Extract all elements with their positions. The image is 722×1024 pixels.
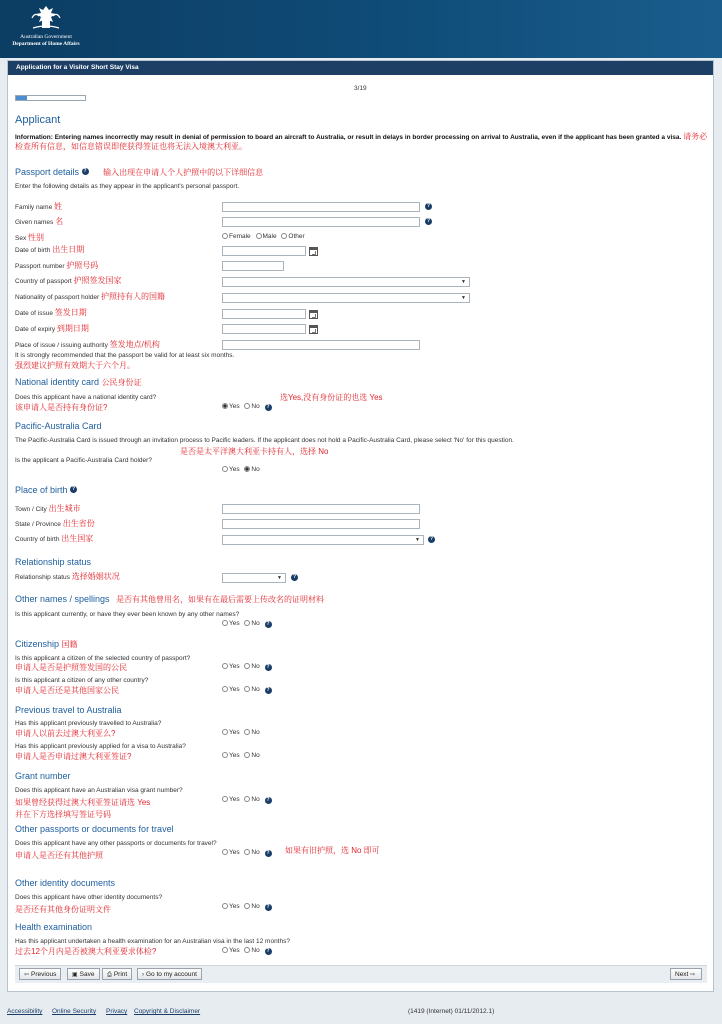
org-line1: Australian Government [20,34,72,40]
print-button-label: Print [113,971,128,978]
national-id-heading [15,377,142,388]
other-names-heading-cn: 是否有其他曾用名，如果有在最后需要上传改名的证明材料 [116,595,325,604]
pacific-card-no-label: No [251,466,260,473]
given-names-label-text: Given names [15,219,54,226]
health-heading: Health examination [15,922,93,932]
progress-bar [15,95,86,101]
dob-input[interactable] [222,246,306,256]
other-passports-question-cn: 申请人是否还有其他护照 [15,851,103,860]
radio-yes[interactable] [222,903,228,909]
validity-note-cn: 强烈建议护照有效期大于六个月。 [15,361,135,370]
citizenship-q1-yes[interactable] [222,663,240,670]
calendar-icon[interactable] [309,247,318,256]
government-logo [6,4,86,54]
chevron-right-icon: › [142,972,144,978]
country-of-birth-label-text: Country of birth [15,536,60,543]
previous-travel-q2-no[interactable] [244,752,259,759]
health-yes-label: Yes [229,947,240,954]
national-id-no[interactable] [244,403,259,410]
footer-online-security-link[interactable]: Online Security [52,1008,97,1015]
radio-no[interactable] [244,729,250,735]
national-id-radio-group [222,403,272,411]
print-button[interactable] [102,968,132,980]
sex-other-label: Other [288,233,305,240]
radio-yes[interactable] [222,466,228,472]
grant-number-question: Does this applicant have an Australian visa grant number? [15,787,183,794]
other-names-radio-group [222,620,272,628]
health-question-cn: 过去12个月内是否被澳大利亚要求体检? [15,947,157,956]
radio-yes[interactable] [222,620,228,626]
validity-note: It is strongly recommended that the passport be valid for at least six months. [15,352,235,359]
print-icon: ⎙ [107,972,112,978]
calendar-icon[interactable] [309,310,318,319]
previous-button-label: Previous [31,971,57,978]
pacific-card-tip-cn: 是否是太平洋澳大利亚卡持有人，选择 No [180,447,329,456]
sex-label-text: Sex [15,235,27,242]
next-button[interactable] [670,968,702,980]
citizenship-q1-radio-group [222,663,272,671]
page-counter: 3/19 [354,85,367,92]
nationality-select[interactable] [222,293,470,303]
place-of-issue-cn: 签发地点/机构 [109,340,160,349]
citizenship-q2-no[interactable] [244,686,259,693]
date-of-expiry-label-text: Date of expiry [15,326,56,333]
citizenship-q2-help-icon[interactable]: ? [266,687,270,693]
state-input[interactable] [222,519,420,529]
citizenship-q1: Is this applicant a citizen of the selected country of passport? [15,655,191,662]
other-names-no[interactable] [244,620,259,627]
date-of-issue-label [15,307,87,318]
previous-travel-q1-radio-group [222,729,263,736]
sex-option-female[interactable] [222,233,251,240]
other-names-help-icon[interactable]: ? [266,621,270,627]
state-label-text: State / Province [15,521,61,528]
other-identity-no-label: No [251,903,260,910]
pacific-card-yes-label: Yes [229,466,240,473]
passport-intro: Enter the following details as they appear in the applicant's personal passport. [15,183,240,190]
other-identity-question-cn: 是否还有其他身份证明文件 [15,905,111,914]
go-to-account-button[interactable] [137,968,202,980]
health-question: Has this applicant undertaken a health examination for an Australian visa in the last 12 months? [15,938,290,945]
national-id-question-cn: 该申请人是否持有身份证? [15,403,108,412]
calendar-icon[interactable] [309,325,318,334]
footer-accessibility-link[interactable]: Accessibility [7,1008,43,1015]
town-cn: 出生城市 [48,504,81,513]
other-names-heading [15,594,324,605]
pacific-card-heading: Pacific-Australia Card [15,421,102,431]
national-id-yes[interactable] [222,403,240,410]
previous-travel-q1-no[interactable] [244,729,259,736]
town-label [15,503,81,514]
nationality-cn: 护照持有人的国籍 [101,292,165,301]
footer-copyright-link[interactable]: Copyright & Disclaimer [134,1008,201,1015]
radio-no[interactable] [244,947,250,953]
relationship-label-text: Relationship status [15,574,70,581]
button-bar [15,965,707,983]
radio-yes[interactable] [222,752,228,758]
previous-travel-q1-no-label: No [251,729,260,736]
radio-yes[interactable] [222,686,228,692]
radio-no[interactable] [244,903,250,909]
other-names-yes[interactable] [222,620,240,627]
date-of-issue-cn: 签发日期 [54,308,87,317]
save-button[interactable] [67,968,100,980]
other-passports-tip-cn: 如果有旧护照，选 No 即可 [285,846,380,855]
progress-fill [16,96,27,100]
radio-yes[interactable] [222,729,228,735]
national-id-yes-label: Yes [229,403,240,410]
citizenship-heading-text: Citizenship [15,639,60,649]
passport-number-label-text: Passport number [15,263,65,270]
info-text [15,132,709,152]
state-cn: 出生省份 [62,519,95,528]
relationship-heading: Relationship status [15,557,92,567]
radio-no[interactable] [244,796,250,802]
pacific-card-no[interactable] [244,466,259,473]
other-identity-yes-label: Yes [229,903,240,910]
national-id-question: Does this applicant have a national identity card? [15,394,157,401]
town-label-text: Town / City [15,506,47,513]
previous-travel-q2-no-label: No [251,752,260,759]
relationship-help-icon[interactable]: ? [292,574,297,580]
date-of-expiry-label [15,323,89,334]
citizenship-q1-yes-label: Yes [229,663,240,670]
family-name-help-icon[interactable]: ? [426,203,431,209]
sex-radio-group [222,233,308,240]
radio-yes[interactable] [222,947,228,953]
health-yes[interactable] [222,947,240,954]
arrow-left-icon: ⇦ [24,972,30,978]
other-passports-yes[interactable] [222,849,240,856]
footer-privacy-link[interactable]: Privacy [106,1008,128,1015]
passport-heading-text: Passport details [15,167,80,177]
family-name-label-text: Family name [15,204,53,211]
footer-version: (1419 (Internet) 01/11/2012.1) [408,1008,495,1015]
citizenship-q1-cn: 申请人是否是护照签发国的公民 [15,663,127,672]
dob-label [15,244,84,255]
place-of-issue-label [15,339,160,350]
other-identity-heading: Other identity documents [15,878,116,888]
state-label [15,518,95,529]
country-of-birth-label [15,533,93,544]
radio-no[interactable] [244,849,250,855]
citizenship-q1-no[interactable] [244,663,259,670]
other-names-heading-text: Other names / spellings [15,594,110,604]
country-of-passport-cn: 护照签发国家 [73,276,122,285]
site-header [0,0,722,58]
previous-travel-q1: Has this applicant previously travelled to Australia? [15,720,162,727]
radio-yes[interactable] [222,849,228,855]
previous-travel-q2-yes[interactable] [222,752,240,759]
other-passports-no-label: No [251,849,260,856]
other-passports-question: Does this applicant have any other passports or documents for travel? [15,840,217,847]
info-text-body: Information: Entering names incorrectly may result in denial of permission to board an aircraft to Australia, or result in delays in border processing on arrival to Australia, even if the applicant has been granted a visa. [15,134,682,141]
citizenship-heading [15,639,78,650]
country-of-passport-label-text: Country of passport [15,278,72,285]
national-id-heading-cn: 公民身份证 [101,378,142,387]
sex-option-male[interactable] [256,233,277,240]
health-no-label: No [251,947,260,954]
other-names-yes-label: Yes [229,620,240,627]
other-identity-question: Does this applicant have other identity documents? [15,894,163,901]
sex-male-label: Male [262,233,277,240]
arrow-right-icon: ⇨ [690,972,696,978]
page-title: Applicant [15,114,61,126]
radio-no[interactable] [244,620,250,626]
pacific-card-info: The Pacific-Australia Card is issued through an invitation process to Pacific leaders. If the applicant does not hold a Pacific-Australia Card, please select 'No' for this question. [15,437,514,444]
sex-option-other[interactable] [281,233,304,240]
other-passports-no[interactable] [244,849,259,856]
citizenship-heading-cn: 国籍 [61,640,78,649]
info-text-cn: 请务必检查所有信息，如信息错误即使获得签证也将无法入境澳大利亚。 [15,132,708,151]
nationality-label-text: Nationality of passport holder [15,294,100,301]
given-names-input[interactable] [222,217,420,227]
other-identity-radio-group [222,903,272,911]
citizenship-q2-no-label: No [251,686,260,693]
application-form [7,60,714,992]
grant-number-cn2: 并在下方选择填写签证号码 [15,810,111,819]
health-no[interactable] [244,947,259,954]
other-identity-help-icon[interactable]: ? [266,904,270,910]
other-identity-no[interactable] [244,903,259,910]
date-of-expiry-input[interactable] [222,324,306,334]
family-name-cn: 姓 [54,202,63,211]
national-id-help-icon[interactable]: ? [266,404,270,410]
national-id-tip-cn: 选Yes,没有身份证的也选 Yes [280,393,383,402]
date-of-issue-label-text: Date of issue [15,310,53,317]
country-of-passport-label [15,275,122,286]
nationality-label [15,291,165,302]
chevron-down-icon: ▼ [415,537,420,543]
org-line2: Department of Home Affairs [12,41,80,47]
pacific-card-radio-group [222,466,263,473]
dob-label-text: Date of birth [15,247,51,254]
coat-of-arms-icon [29,4,63,32]
previous-travel-q1-yes[interactable] [222,729,240,736]
relationship-select[interactable] [222,573,286,583]
citizenship-q1-help-icon[interactable]: ? [266,664,270,670]
radio-female[interactable] [222,233,228,239]
save-icon: ▣ [72,972,78,978]
previous-travel-q1-yes-label: Yes [229,729,240,736]
country-of-birth-cn: 出生国家 [61,534,94,543]
health-help-icon[interactable]: ? [266,948,270,954]
radio-no[interactable] [244,686,250,692]
other-passports-help-icon[interactable]: ? [266,850,270,856]
place-of-birth-heading [15,485,77,495]
sex-label [15,232,44,243]
radio-no[interactable] [244,403,250,409]
sex-cn: 性别 [28,233,45,242]
radio-male[interactable] [256,233,262,239]
radio-yes[interactable] [222,403,228,409]
national-id-heading-text: National identity card [15,377,100,387]
citizenship-q2: Is this applicant a citizen of any other country? [15,677,149,684]
passport-number-label [15,260,98,271]
radio-no[interactable] [244,663,250,669]
passport-number-cn: 护照号码 [66,261,99,270]
radio-no[interactable] [244,752,250,758]
country-of-birth-help-icon[interactable]: ? [429,536,434,542]
window-title: Application for a Visitor Short Stay Visa [8,61,713,75]
previous-travel-heading: Previous travel to Australia [15,705,122,715]
radio-yes[interactable] [222,663,228,669]
other-passports-yes-label: Yes [229,849,240,856]
relationship-label [15,571,120,582]
chevron-down-icon: ▼ [461,295,466,301]
pacific-card-question: Is the applicant a Pacific-Australia Card holder? [15,457,152,464]
radio-yes[interactable] [222,796,228,802]
national-id-no-label: No [251,403,260,410]
previous-travel-q2-radio-group [222,752,263,759]
grant-number-heading: Grant number [15,771,71,781]
given-names-label [15,216,63,227]
citizenship-q2-yes[interactable] [222,686,240,693]
grant-number-radio-group [222,796,272,804]
next-button-label: Next [675,971,689,978]
other-names-no-label: No [251,620,260,627]
country-of-passport-select[interactable] [222,277,470,287]
place-of-birth-heading-text: Place of birth [15,485,68,495]
previous-travel-q1-cn: 申请人以前去过澳大利亚么? [15,729,116,738]
previous-travel-q2-cn: 申请人是否申请过澳大利亚签证? [15,752,132,761]
previous-button[interactable] [19,968,61,980]
radio-no[interactable] [244,466,250,472]
citizenship-q2-yes-label: Yes [229,686,240,693]
town-input[interactable] [222,504,420,514]
citizenship-q1-no-label: No [251,663,260,670]
other-passports-radio-group [222,849,272,857]
passport-number-input[interactable] [222,261,284,271]
family-name-label [15,201,62,212]
grant-number-yes-label: Yes [229,796,240,803]
family-name-input[interactable] [222,202,420,212]
previous-travel-q2: Has this applicant previously applied for a visa to Australia? [15,743,186,750]
country-of-birth-select[interactable] [222,535,424,545]
grant-number-no[interactable] [244,796,259,803]
other-identity-yes[interactable] [222,903,240,910]
grant-number-no-label: No [251,796,260,803]
passport-heading [15,167,263,178]
previous-travel-q2-yes-label: Yes [229,752,240,759]
relationship-cn: 选择婚姻状况 [71,572,120,581]
grant-number-yes[interactable] [222,796,240,803]
go-to-account-button-label: Go to my account [146,971,197,978]
citizenship-q2-cn: 申请人是否还是其他国家公民 [15,686,119,695]
other-passports-heading: Other passports or documents for travel [15,824,174,834]
chevron-down-icon: ▼ [461,279,466,285]
save-button-label: Save [79,971,95,978]
date-of-issue-input[interactable] [222,309,306,319]
given-names-cn: 名 [55,217,64,226]
date-of-expiry-cn: 到期日期 [56,324,89,333]
health-radio-group [222,947,272,955]
citizenship-q2-radio-group [222,686,272,694]
passport-heading-cn: 输入出现在申请人个人护照中的以下详细信息 [103,168,264,177]
given-names-help-icon[interactable]: ? [426,218,431,224]
pacific-card-yes[interactable] [222,466,240,473]
chevron-down-icon: ▼ [277,575,282,581]
sex-female-label: Female [229,233,251,240]
radio-other[interactable] [281,233,287,239]
place-of-issue-label-text: Place of issue / issuing authority [15,342,108,349]
help-icon[interactable]: ? [83,168,87,174]
grant-number-help-icon[interactable]: ? [266,797,270,803]
other-names-question: Is this applicant currently, or have they ever been known by any other names? [15,611,240,618]
place-of-issue-input[interactable] [222,340,420,350]
grant-number-cn1: 如果曾经获得过澳大利亚签证请选 Yes [15,798,151,807]
help-icon[interactable]: ? [72,486,76,492]
dob-cn: 出生日期 [52,245,85,254]
